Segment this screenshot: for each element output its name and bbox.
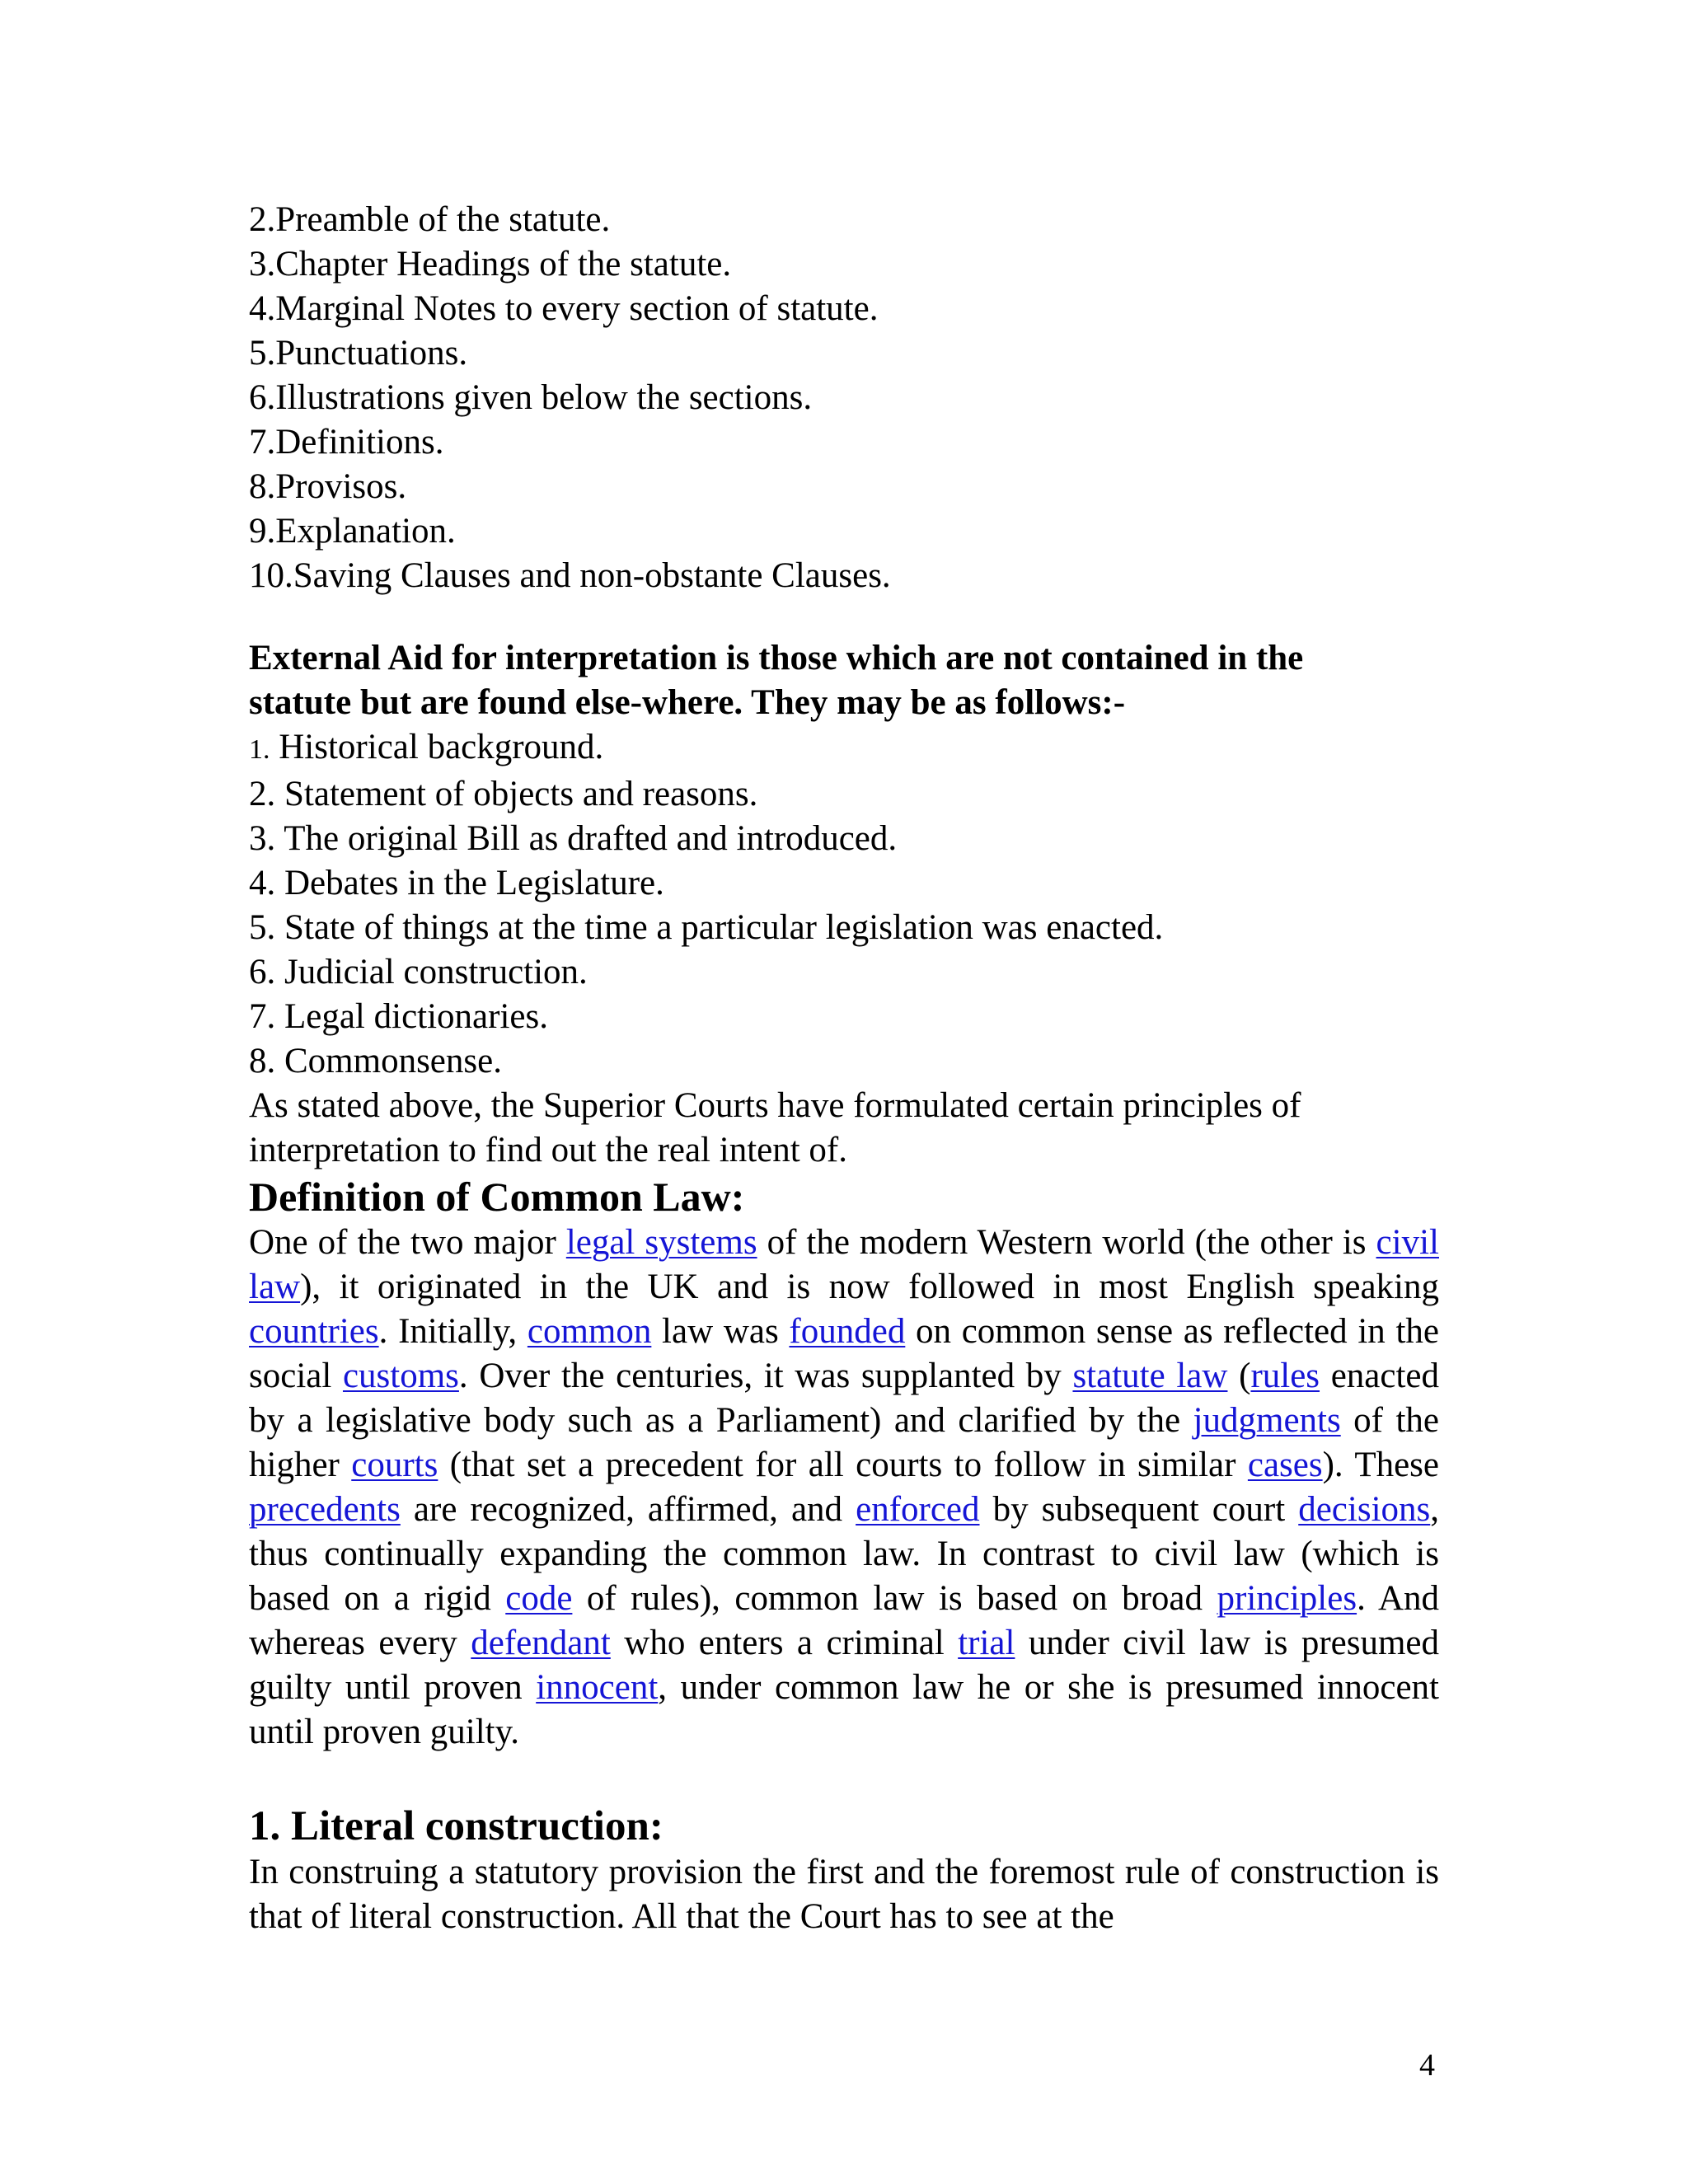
text-run: , thus continually expanding the common law. In contrast to civil law (which is based on a rigid [249,1490,1440,1618]
text-run: on common sense as reflected in the social [249,1312,1439,1395]
text-run: enacted by a legislative body such as a Parliament) and clarified by the [249,1357,1439,1440]
list-item: 8. Commonsense. [249,1042,502,1080]
common-law-paragraph [249,1221,1439,1755]
link-enforced[interactable]: enforced [856,1490,980,1529]
link-trial[interactable]: trial [958,1624,1015,1662]
list-item: 2. Statement of objects and reasons. [249,775,758,813]
text-run: of the higher [249,1401,1439,1484]
link-courts[interactable]: courts [351,1446,438,1484]
link-rules[interactable]: rules [1250,1357,1320,1395]
link-code[interactable]: code [505,1579,573,1618]
text-run: (that set a precedent for all courts to follow in similar [438,1446,1248,1484]
text-run: are recognized, affirmed, and [400,1490,856,1529]
link-principles[interactable]: principles [1217,1579,1357,1618]
text-run: . And whereas every [249,1579,1440,1662]
literal-construction-paragraph: In construing a statutory provision the first and the foremost rule of construction is that of literal construction. All that the Court has to see at the [249,1853,1439,1936]
link-cases[interactable]: cases [1247,1446,1323,1484]
list-item: 10.Saving Clauses and non-obstante Clauses. [249,556,891,595]
link-precedents[interactable]: precedents [249,1490,401,1529]
link-common[interactable]: common [527,1312,652,1351]
list-item: 2.Preamble of the statute. [249,200,611,239]
list-item: 7.Definitions. [249,423,444,462]
internal-aids-list [249,198,1439,598]
link-civil-law[interactable]: civil law [249,1223,1439,1306]
page-number: 4 [1419,2048,1435,2083]
text-run: , under common law he or she is presumed innocent until proven guilty. [249,1668,1439,1751]
link-defendant[interactable]: defendant [471,1624,611,1662]
list-item-text: Historical background. [270,728,604,766]
text-run: under civil law is presumed guilty until proven [249,1624,1439,1707]
list-item: 6.Illustrations given below the sections. [249,378,813,417]
list-item: 3.Chapter Headings of the statute. [249,245,732,284]
list-item: 5.Punctuations. [249,334,468,373]
closing-line: As stated above, the Superior Courts have formulated certain principles of [249,1086,1301,1125]
closing-line: interpretation to find out the real intent of. [249,1131,848,1169]
list-item: 5. State of things at the time a particular legislation was enacted. [249,908,1164,947]
list-item: 7. Legal dictionaries. [249,997,548,1036]
text-run: One of the two major [249,1223,566,1262]
external-aid-intro-line: statute but are found else-where. They may be as follows:- [249,683,1126,722]
text-run: of rules), common law is based on broad [572,1579,1217,1618]
link-decisions[interactable]: decisions [1298,1490,1431,1529]
link-legal-systems[interactable]: legal systems [565,1223,757,1262]
text-run: by subsequent court [979,1490,1299,1529]
link-judgments[interactable]: judgments [1193,1401,1341,1440]
link-countries[interactable]: countries [249,1312,379,1351]
external-aids-list [249,725,1439,1173]
list-item-number: 1. [249,734,270,765]
external-aid-intro [249,636,1439,725]
list-item: 4.Marginal Notes to every section of statute. [249,289,879,328]
list-item: 3. The original Bill as drafted and introduced. [249,819,898,858]
literal-construction-heading: 1. Literal construction: [249,1803,663,1849]
common-law-heading: Definition of Common Law: [249,1174,745,1220]
text-run: ( [1227,1357,1251,1395]
external-aid-intro-line: External Aid for interpretation is those which are not contained in the [249,639,1304,677]
list-item: 4. Debates in the Legislature. [249,864,664,902]
text-run: law was [651,1312,790,1351]
text-run: ). These [1322,1446,1439,1484]
text-run: who enters a criminal [610,1624,959,1662]
link-statute-law[interactable]: statute law [1072,1357,1228,1395]
list-item [249,725,1439,772]
text-run: ), it originated in the UK and is now followed in most English speaking [300,1268,1439,1306]
list-item: 8.Provisos. [249,467,407,506]
link-customs[interactable]: customs [342,1357,459,1395]
list-item: 6. Judicial construction. [249,953,588,991]
link-innocent[interactable]: innocent [536,1668,659,1707]
list-item: 9.Explanation. [249,512,456,551]
page-content [249,198,1439,1939]
link-founded[interactable]: founded [789,1312,906,1351]
text-run: . Initially, [378,1312,528,1351]
text-run: of the modern Western world (the other is [757,1223,1376,1262]
text-run: . Over the centuries, it was supplanted by [458,1357,1073,1395]
